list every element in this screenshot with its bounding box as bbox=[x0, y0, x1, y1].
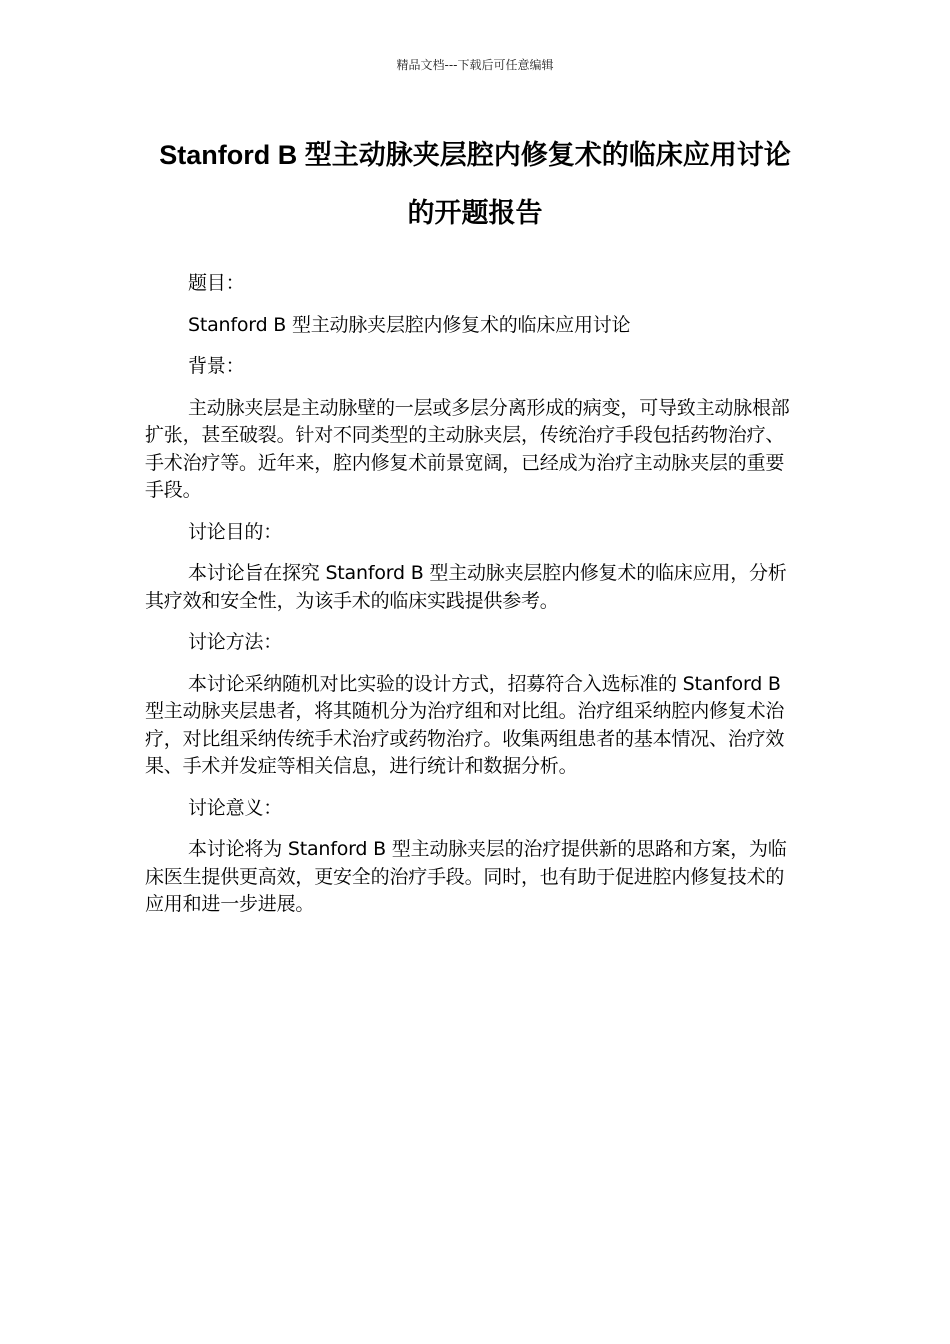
section-text-method: 本讨论采纳随机对比实验的设计方式，招募符合入选标准的 Stanford B 型主动脉夹层患者，将其随机分为治疗组和对比组。治疗组采纳腔内修复术治疗，对比组采纳传统手术治疗或药物治疗。收集两组患者的基本情况、治疗效果、手术并发症等相关信息，进行统计和数据分析。 bbox=[145, 672, 785, 777]
section-text-purpose: 本讨论旨在探究 Stanford B 型主动脉夹层腔内修复术的临床应用，分析其疗效和安全性，为该手术的临床实践提供参考。 bbox=[145, 562, 787, 612]
document-body bbox=[145, 270, 800, 933]
section-heading-background: 背景： bbox=[188, 355, 245, 377]
page-header: 精品文档---下载后可任意编辑 bbox=[396, 58, 554, 72]
section-heading-significance: 讨论意义： bbox=[188, 796, 283, 819]
section-heading-topic: 题目： bbox=[188, 272, 245, 294]
document-title-line-1: Stanford B 型主动脉夹层腔内修复术的临床应用讨论 bbox=[159, 140, 791, 170]
section-heading-purpose: 讨论目的： bbox=[188, 520, 283, 543]
section-text-background: 主动脉夹层是主动脉壁的一层或多层分离形成的病变，可导致主动脉根部扩张，甚至破裂。针对不同类型的主动脉夹层，传统治疗手段包括药物治疗、手术治疗等。近年来，腔内修复术前景宽阔，已经成为治疗主动脉夹层的重要手段。 bbox=[145, 396, 790, 501]
section-text-significance: 本讨论将为 Stanford B 型主动脉夹层的治疗提供新的思路和方案，为临床医生提供更高效，更安全的治疗手段。同时，也有助于促进腔内修复技术的应用和进一步进展。 bbox=[145, 838, 787, 915]
document-title bbox=[110, 126, 840, 242]
document-title-line-2: 的开题报告 bbox=[407, 198, 543, 228]
section-heading-method: 讨论方法： bbox=[188, 631, 283, 653]
section-text-topic: Stanford B 型主动脉夹层腔内修复术的临床应用讨论 bbox=[188, 313, 631, 336]
